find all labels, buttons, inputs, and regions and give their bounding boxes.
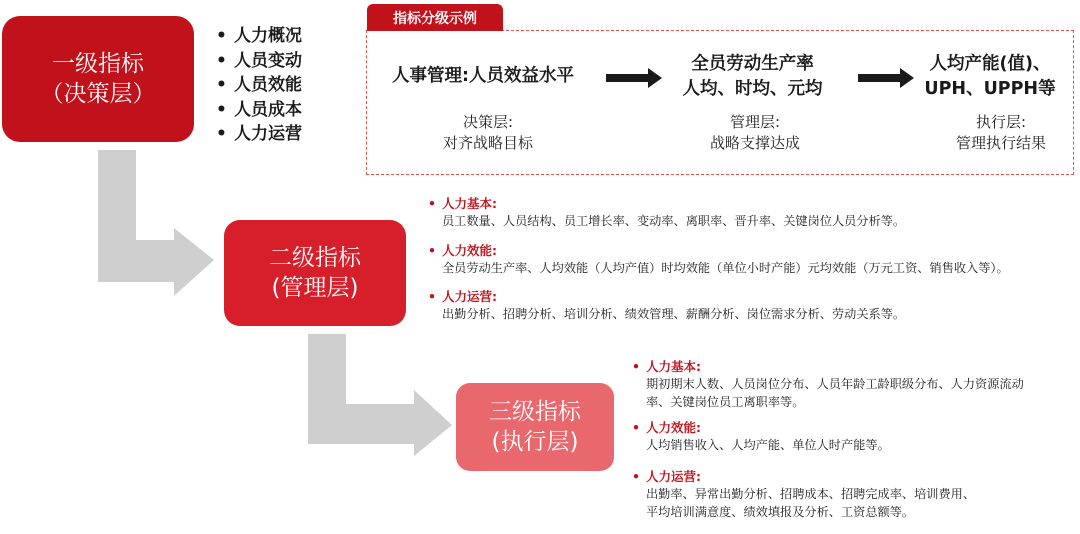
- level2-section-operation: [428, 288, 905, 323]
- section-body: 全员劳动生产率、人均效能（人均产值）时均效能（单位小时产能）元均效能（万元工资、销售收入等）。: [442, 261, 1009, 275]
- example-arrow-1: [606, 68, 662, 88]
- example-manage-sub1: 管理层:: [729, 113, 781, 131]
- level1-item-list: [216, 24, 302, 147]
- example-decision-sub2: 对齐战略目标: [442, 134, 533, 152]
- section-title: • 人力基本:: [428, 195, 905, 212]
- level3-section-efficiency: [632, 419, 890, 454]
- list-item: • 人力运营: [216, 124, 302, 144]
- list-item: • 人员效能: [216, 75, 302, 95]
- example-manage-sub2: 战略支撑达成: [709, 134, 800, 152]
- section-body: 出勤率、异常出勤分析、招聘成本、招聘完成率、培训费用、: [646, 487, 976, 501]
- level1-box: [2, 16, 194, 142]
- section-title: • 人力运营:: [428, 288, 905, 305]
- level2-section-basic: [428, 195, 905, 230]
- level2-box: [224, 220, 406, 326]
- list-item: • 人员变动: [216, 50, 302, 71]
- example-decision-head: 人事管理:人员效益水平: [392, 66, 574, 86]
- level2-section-efficiency: [428, 242, 1009, 277]
- section-title: • 人力运营:: [632, 468, 975, 485]
- section-body: 平均培训满意度、绩效填报及分析、工资总额等。: [646, 505, 915, 519]
- example-exec-head1: 人均产能(值)、: [929, 54, 1051, 74]
- section-title: • 人力基本:: [632, 358, 1024, 375]
- level3-title: 三级指标: [489, 399, 581, 425]
- example-manage-head2: 人均、时均、元均: [682, 79, 823, 99]
- level1-title: 一级指标: [52, 51, 144, 77]
- arrow-level2-to-level3: [308, 334, 452, 456]
- list-item: • 人员成本: [216, 99, 302, 120]
- level1-subtitle: （决策层）: [40, 81, 156, 107]
- section-body: 员工数量、人员结构、员工增长率、变动率、离职率、晋升率、关键岗位人员分析等。: [442, 214, 906, 228]
- example-arrow-2: [858, 68, 914, 88]
- level2-subtitle: (管理层): [271, 275, 359, 301]
- example-exec-sub1: 执行层:: [975, 113, 1027, 131]
- section-body: 率、关键岗位员工离职率等。: [646, 395, 805, 409]
- list-item: • 人力概况: [216, 26, 302, 46]
- arrow-level1-to-level2: [98, 150, 214, 296]
- example-tag: 指标分级示例: [367, 4, 503, 31]
- section-title: • 人力效能:: [632, 419, 890, 436]
- level3-subtitle: (执行层): [491, 429, 579, 455]
- level3-section-operation: [632, 468, 975, 521]
- level3-section-basic: [632, 358, 1024, 411]
- section-body: 出勤分析、招聘分析、培训分析、绩效管理、薪酬分析、岗位需求分析、劳动关系等。: [442, 307, 906, 321]
- section-title: • 人力效能:: [428, 242, 1009, 259]
- example-decision-sub1: 决策层:: [462, 113, 514, 131]
- level2-title: 二级指标: [269, 245, 361, 271]
- example-exec-head2: UPH、UPPH等: [924, 79, 1056, 99]
- section-body: 人均销售收入、人均产能、单位人时产能等。: [646, 438, 890, 452]
- example-exec-sub2: 管理执行结果: [955, 134, 1046, 152]
- level3-box: [456, 383, 614, 471]
- example-manage-head1: 全员劳动生产率: [691, 54, 814, 74]
- section-body: 期初期末人数、人员岗位分布、人员年龄工龄职级分布、人力资源流动: [646, 377, 1024, 391]
